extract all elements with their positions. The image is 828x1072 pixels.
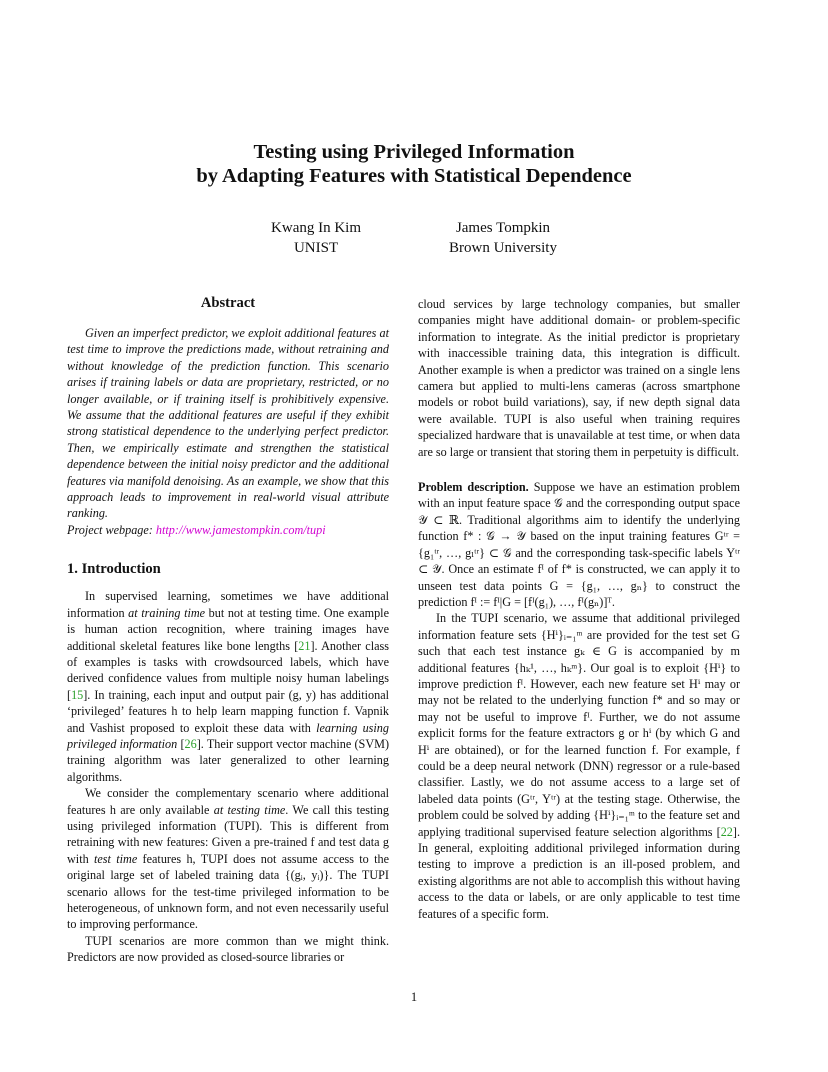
- author-1: [271, 219, 361, 258]
- intro-paragraph-1: In supervised learning, sometimes we have additional information at training time but not at testing time. One example is human action recognition, where training images have additional skeletal features like bone lengths [21]. Another class of examples is tasks with crowdsourced labels, which have derived confidence values from multiple noisy human labelings [15]. In training, each input and output pair (g, y) has additional ‘privileged’ features h to help learn mapping function f. Vapnik and Vashist proposed to exploit these data with learning using privileged information [26]. Their support vector machine (SVM) training algorithm was later generalized to other learning algorithms.: [67, 589, 390, 784]
- title-line-2: by Adapting Features with Statistical Dependence: [196, 165, 632, 187]
- intro-paragraph-2: We consider the complementary scenario where additional features h are only available at testing time. We call this testing using privileged information (TUPI). This is different from retraining with new features: Given a pre-trained f and test data g with test time features h, TUPI does not assume access to the original large set of labeled training data {(gᵢ, yᵢ)}. The TUPI scenario allows for the test-time privileged information to be heterogeneous, of unknown form, and not even necessarily useful to improving performance.: [67, 786, 389, 932]
- section-heading-introduction: 1. Introduction: [67, 561, 161, 578]
- right-column: [418, 296, 740, 922]
- author-2: [449, 219, 557, 258]
- paper-title: [0, 140, 828, 188]
- left-column: [67, 294, 389, 966]
- intro-continuation: cloud services by large technology companies, but smaller companies might have additional domain- or problem-specific information to integrate. As the initial predictor is proprietary with inaccessible training data, this integration is difficult. Another example is when a predictor was trained on a single lens camera but applied to multi-lens cameras (across smartphone models or robot build variations), say, if new depth signal data were available. TUPI is also useful when training requires specialized hardware that is unavailable at test time, or when data are so large or transient that storing them in perpetuity is difficult.: [418, 297, 740, 459]
- page-number: 1: [410, 990, 418, 1004]
- citation-link[interactable]: 15: [71, 687, 84, 702]
- author-affiliation: Brown University: [449, 239, 557, 256]
- title-line-1: Testing using Privileged Information: [253, 141, 575, 163]
- abstract-body: Given an imperfect predictor, we exploit additional features at test time to improve the predictions made, without retraining and without knowledge of the prediction function. This scenario arises if training labels or data are proprietary, restricted, or no longer available, or if training itself is prohibitively expensive. We assume that the additional features are useful if they exhibit strong statistical dependence to the underlying perfect predictor. Then, we empirically estimate and strengthen the statistical dependence between the initial noisy predictor and the additional features via manifold denoising. As an example, we show that this approach leads to improvement in real-world visual attribute ranking.: [67, 326, 389, 521]
- author-block: [0, 219, 828, 258]
- citation-link[interactable]: 26: [184, 736, 197, 751]
- abstract: [67, 294, 389, 538]
- webpage-label: Project webpage:: [67, 522, 156, 537]
- problem-description-paragraph: Problem description. Suppose we have an estimation problem with an input feature space 𝒢 and the corresponding output space 𝒴 ⊂ ℝ. Traditional algorithms aim to identify the underlying function f* : 𝒢 → 𝒴 based on the input training features Gᵗʳ = {g₁ᵗʳ, …, gₗᵗʳ} ⊂ 𝒢 and the corresponding task-specific labels Yᵗʳ ⊂ 𝒴. Once an estimate fᴵ of f* is constructed, we can apply it to unseen test data points G = {g₁, …, gₙ} to construct the prediction fᴵ := fᴵ|G = [fᴵ(g₁), …, fᴵ(gₙ)]ᵀ.: [418, 480, 741, 609]
- project-webpage: [67, 522, 389, 538]
- intro-paragraph-3: TUPI scenarios are more common than we might think. Predictors are now provided as closed-source libraries or: [67, 933, 389, 965]
- author-name: James Tompkin: [455, 220, 551, 236]
- webpage-link[interactable]: http://www.jamestompkin.com/tupi: [155, 522, 326, 537]
- tupi-scenario-paragraph: In the TUPI scenario, we assume that additional privileged information feature sets {Hⁱ}ᵢ₌₁ᵐ are provided for the test set G such that each test instance gₖ ∈ G is accompanied by m additional features {hₖ¹, …, hₖᵐ}. Our goal is to exploit {Hⁱ} to improve prediction fᴵ. However, each new feature set Hⁱ may or may not be related to the underlying function f* and so may or may not be useful to improve fᴵ. Further, we do not assume explicit forms for the feature extractors g or hⁱ (by which G and Hⁱ are obtained), or for the learned function f. For example, f could be a deep neural network (DNN) regressor or a rule-based classifier. Lastly, we do not assume access to a large set of labeled data points (Gᵗʳ, Yᵗʳ) at the testing stage. Otherwise, the problem could be solved by adding {Hⁱ}ᵢ₌₁ᵐ to the feature set and applying traditional supervised feature selection algorithms [22]. In general, exploiting additional privileged information during testing to improve a prediction is an ill-posed problem, and existing algorithms are not able to accomplish this without having access to the data or labels, or are only applicable to test time features of a specific form.: [418, 611, 740, 921]
- author-affiliation: UNIST: [293, 239, 339, 256]
- citation-link[interactable]: 21: [298, 638, 311, 653]
- problem-description-heading: Problem description.: [418, 480, 529, 495]
- citation-link[interactable]: 22: [720, 824, 733, 839]
- abstract-heading: Abstract: [200, 295, 256, 311]
- author-name: Kwang In Kim: [271, 220, 362, 236]
